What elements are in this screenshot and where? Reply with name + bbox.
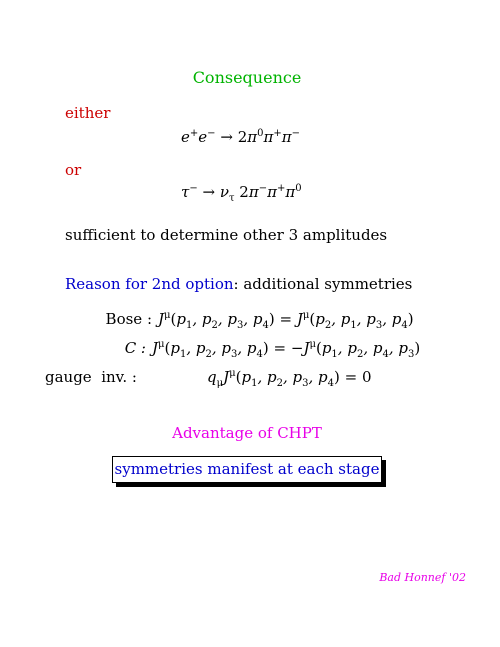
equation-c-symmetry: $J^\mu(p_1$, $p_2$, $p_3$, $p_4) = -J^\mu(p_1$, $p_2$, $p_4$, $p_3$): [152, 339, 421, 360]
reason-line: [65, 275, 412, 293]
or-label: or: [65, 161, 82, 179]
either-label: either: [65, 104, 111, 122]
gauge-label: gauge inv. :: [45, 368, 137, 386]
equation-gauge-invariance: $q_\mu J^\mu(p_1$, $p_2$, $p_3$, $p_4) = 0$: [207, 368, 372, 389]
bose-label: Bose :: [105, 310, 152, 328]
boxed-text: symmetries manifest at each stage: [112, 456, 382, 483]
boxed-statement: [112, 456, 382, 483]
reason-rest: : additional symmetries: [233, 275, 413, 293]
equation-ee-process: $e^+e^- \to 2\pi^0\pi^+\pi^-$: [181, 128, 300, 146]
equation-tau-decay: $\tau^- \to \nu_\tau$ $2\pi^-\pi^+\pi^0$: [181, 183, 302, 204]
footer-text: Bad Honnef '02: [379, 571, 466, 584]
c-label: C :: [124, 339, 146, 357]
sufficient-text: sufficient to determine other 3 amplitudes: [65, 226, 388, 244]
slide-title: Consequence: [192, 68, 302, 87]
equation-bose-symmetry: $J^\mu(p_1$, $p_2$, $p_3$, $p_4) = J^\mu(p_2$, $p_1$, $p_3$, $p_4$): [158, 310, 414, 331]
reason-highlight: Reason for 2nd option: [65, 275, 234, 293]
advantage-title: Advantage of CHPT: [172, 424, 322, 442]
